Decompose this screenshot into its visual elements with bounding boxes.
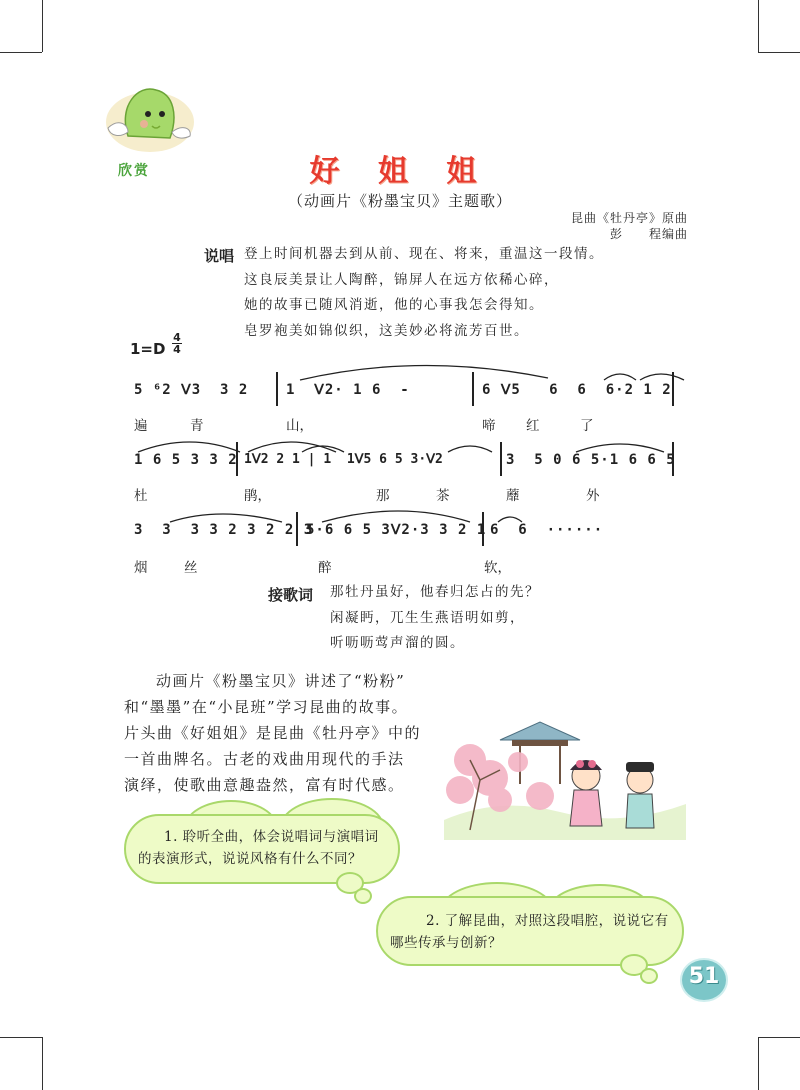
score-lyric: 那 (376, 488, 390, 504)
speech-line: 这良辰美景让人陶醉，锦屏人在远方依稀心碎， (244, 271, 559, 288)
score-lyric: 遍 (134, 418, 148, 434)
score-lyric: 青 (190, 418, 204, 434)
barline (500, 442, 502, 476)
question-line: 1. 聆听全曲，体会说唱词与演唱词 (164, 829, 379, 845)
score-lyric: 杜 (134, 488, 148, 504)
speech-label: 说唱 (204, 247, 235, 265)
description-paragraph (124, 668, 454, 798)
cloud-bump (640, 968, 658, 984)
score-segment: 1 6 5 3 3 2 (134, 452, 238, 468)
key-text: 1=D (130, 340, 166, 358)
score-lyric: 茶 (436, 488, 450, 504)
page-number: 51 (688, 964, 720, 989)
response-line: 听呖呖莺声溜的圆。 (330, 635, 465, 651)
score-lyric: 醉 (318, 560, 332, 576)
response-label: 接歌词 (268, 586, 314, 604)
score-segment: 5·6 6 5 3ᐯ2·3 3 2 1 (306, 522, 487, 538)
speech-line: 她的故事已随风消逝，他的心事我怎会得知。 (244, 297, 544, 313)
score-segment: 6 6 ······ (490, 522, 604, 538)
question-line: 哪些传承与创新？ (390, 935, 502, 951)
question-text (138, 826, 379, 870)
score-segment: 5 ⁶2 ᐯ3 3 2 (134, 382, 249, 398)
time-bottom: 4 (173, 343, 181, 356)
description-line: 一首曲牌名。古老的戏曲用现代的手法 (124, 750, 405, 768)
score-segment: 1ᐯ2 2 1 | 1 1ᐯ5 6 5 3·ᐯ2 (244, 452, 443, 467)
question-line: 2. 了解昆曲，对照这段唱腔，说说它有 (426, 913, 669, 929)
score-lyric: 了 (580, 418, 594, 434)
description-line: 动画片《粉墨宝贝》讲述了“粉粉” (156, 672, 406, 690)
composer-credit: 昆曲《牡丹亭》原曲 (570, 211, 688, 225)
arranger-credit: 彭 程编曲 (609, 227, 688, 241)
response-lyrics (330, 580, 540, 657)
time-top: 4 (173, 331, 181, 344)
cloud-bump (354, 888, 372, 904)
response-line: 闲凝眄，兀生生燕语明如剪， (330, 609, 525, 626)
section-label: 欣赏 (118, 163, 150, 179)
score-lyric: 红 (526, 418, 540, 434)
score-lyric: 蘼 (506, 488, 520, 504)
barline (276, 372, 278, 406)
opera-illustration (440, 700, 690, 840)
score-segment: 3 5 0 6 5·1 6 6 5 (506, 452, 676, 468)
barline (672, 372, 674, 406)
response-line: 那牡丹虽好，他春归怎占的先？ (330, 584, 540, 600)
score-lyric: 鹃， (244, 488, 271, 504)
score-lyric: 山， (286, 418, 313, 434)
barline (472, 372, 474, 406)
score-lyric: 烟 (134, 560, 148, 576)
score-lyric: 软， (484, 560, 511, 576)
score-segment: 3 3 3 3 2 3 2 2 3 (134, 522, 314, 538)
question-text (390, 910, 669, 954)
speech-line: 登上时间机器去到从前、现在、将来，重温这一段情。 (244, 246, 604, 262)
score-lyric: 啼 (482, 418, 496, 434)
score-lyric: 外 (586, 488, 600, 504)
song-subtitle: （动画片《粉墨宝贝》主题歌） (287, 192, 512, 210)
score-lyric: 丝 (184, 560, 198, 576)
song-title: 好 姐 姐 (309, 154, 491, 189)
speech-line: 皂罗袍美如锦似织，这美妙必将流芳百世。 (244, 322, 529, 339)
description-line: 演绎，使歌曲意趣盎然，富有时代感。 (124, 776, 405, 794)
description-line: 和“墨墨”在“小昆班”学习昆曲的故事。 (124, 698, 409, 716)
description-line: 片头曲《好姐姐》是昆曲《牡丹亭》中的 (124, 724, 422, 742)
score-segment: 1 ᐯ2· 1 6 - (286, 382, 410, 398)
score-segment: 6 ᐯ5 6 6 6·2 1 2 (482, 382, 672, 398)
question-line: 的表演形式，说说风格有什么不同？ (138, 851, 362, 867)
